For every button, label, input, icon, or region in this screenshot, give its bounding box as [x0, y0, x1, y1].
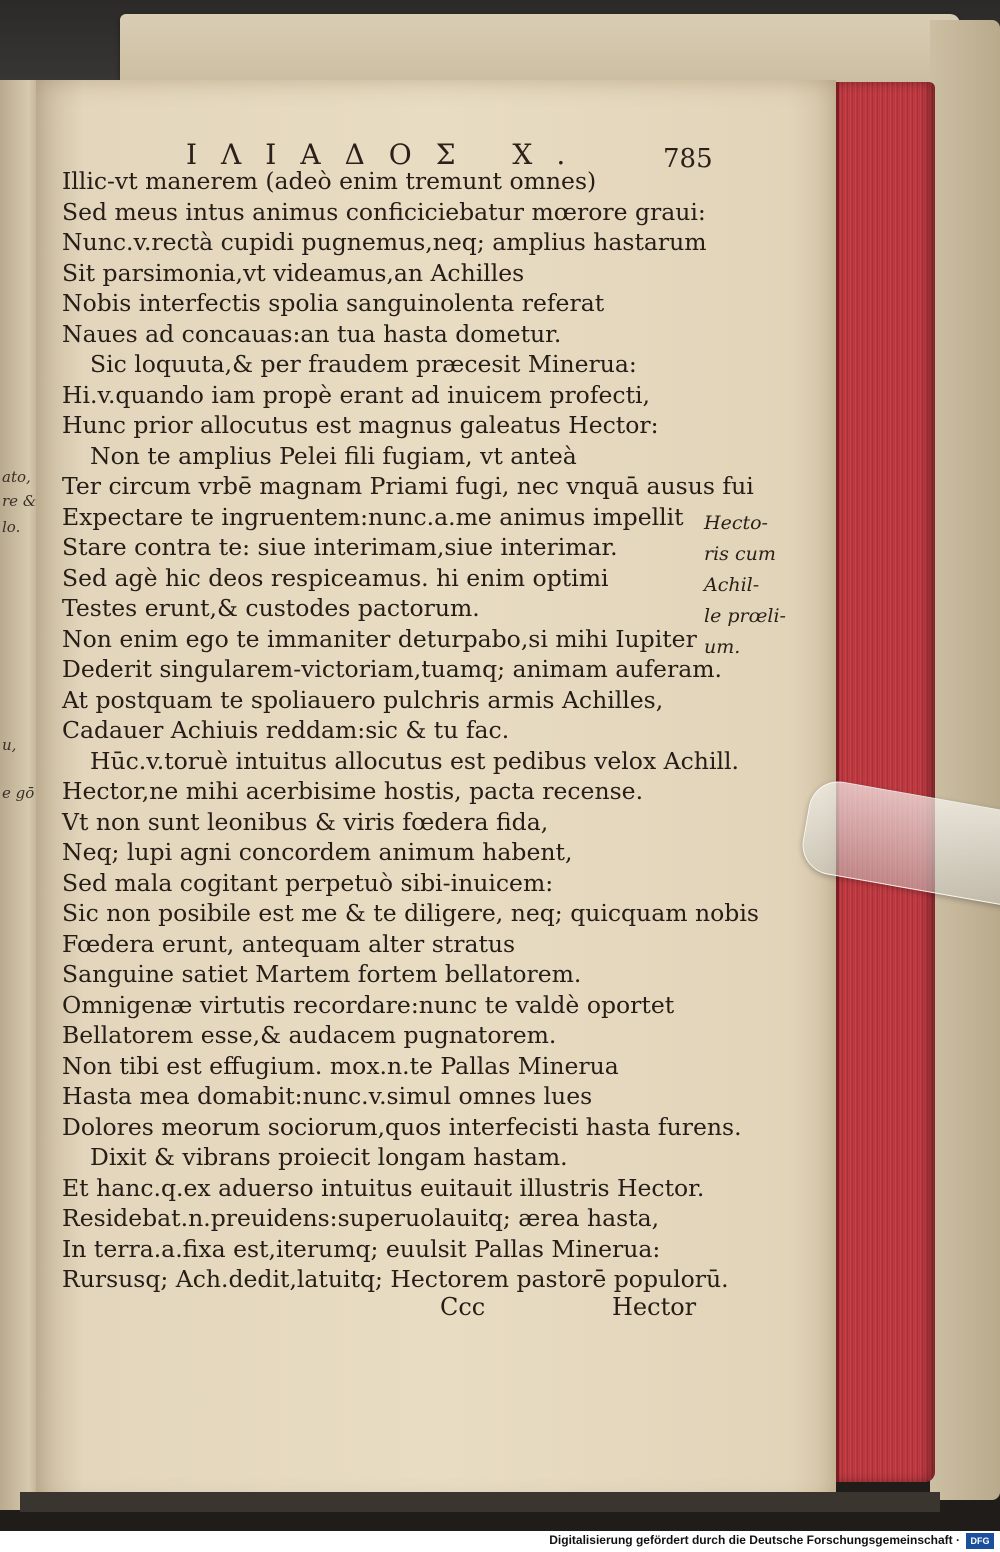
text-line: Stare contra te: siue interimam,siue interimar. — [62, 533, 618, 561]
text-line: Hasta mea domabit:nunc.v.simul omnes lues — [62, 1082, 593, 1110]
dfg-logo-icon: DFG — [966, 1533, 994, 1549]
text-line: Residebat.n.preuidens:superuolauitq; ærea hasta, — [62, 1204, 660, 1232]
marginal-note-line: Hecto- — [704, 512, 768, 534]
text-line: Sed agè hic deos respiceamus. hi enim optimi — [62, 563, 609, 592]
marginal-note-line: um. — [704, 636, 741, 658]
page-number: 785 — [663, 144, 713, 174]
marginal-note — [704, 508, 786, 663]
text-line: Sed meus intus animus conficiciebatur mœrore graui: — [62, 197, 706, 226]
left-page-fragment: lo. — [2, 518, 21, 536]
text-line: Non enim ego te immaniter deturpabo,si mihi Iupiter — [62, 624, 697, 653]
signature-mark: Ccc — [440, 1293, 486, 1321]
text-line: Sic loquuta,& per fraudem præcesit Minerua: — [90, 350, 637, 378]
text-line: Neq; lupi agni concordem animum habent, — [62, 838, 573, 866]
text-line: Fœdera erunt, antequam alter stratus — [62, 929, 516, 958]
marginal-note-line: Achil- — [704, 574, 760, 596]
left-page-fragment: e gō — [2, 784, 35, 802]
book-cover-right — [930, 20, 1000, 1500]
running-head: ΙΛΙΑΔΟΣ Χ. — [186, 138, 590, 171]
text-line: At postquam te spoliauero pulchris armis Achilles, — [62, 685, 664, 714]
text-line: Expectare te ingruentem:nunc.a.me animus impellit — [62, 502, 684, 531]
text-line: Nunc.v.rectà cupidi pugnemus,neq; amplius hastarum — [62, 228, 707, 256]
text-line: In terra.a.fixa est,iterumq; euulsit Pallas Minerua: — [62, 1234, 661, 1263]
text-line: Hūc.v.toruè intuitus allocutus est pedibus velox Achill. — [90, 746, 739, 775]
text-line: Et hanc.q.ex aduerso intuitus euitauit illustris Hector. — [62, 1173, 705, 1202]
text-line: Dolores meorum sociorum,quos interfecisti hasta furens. — [62, 1112, 742, 1141]
text-line: Sanguine satiet Martem fortem bellatorem. — [62, 960, 582, 988]
marginal-note-line: ris cum — [704, 543, 776, 565]
left-page-fragment: ato, — [2, 468, 31, 486]
left-page-fragment: u, — [2, 736, 17, 754]
text-line: Nobis interfectis spolia sanguinolenta referat — [62, 289, 605, 317]
text-line: Omnigenæ virtutis recordare:nunc te valdè oportet — [62, 990, 675, 1019]
text-line: Bellatorem esse,& audacem pugnatorem. — [62, 1021, 557, 1049]
book-bottom-edge — [20, 1492, 940, 1512]
text-line: Non tibi est effugium. mox.n.te Pallas Minerua — [62, 1051, 619, 1080]
text-line: Hi.v.quando iam propè erant ad inuicem profecti, — [62, 380, 651, 409]
text-line: Hector,ne mihi acerbisime hostis, pacta recense. — [62, 777, 644, 805]
red-page-edge — [836, 82, 935, 1482]
left-page-fragment: re & — [2, 492, 37, 510]
funding-credit: Digitalisierung gefördert durch die Deutsche Forschungsgemeinschaft · — [549, 1533, 960, 1547]
text-line: Dederit singularem-victoriam,tuamq; animam auferam. — [62, 655, 722, 683]
text-line: Dixit & vibrans proiecit longam hastam. — [90, 1143, 568, 1171]
text-line: Hunc prior allocutus est magnus galeatus Hector: — [62, 411, 659, 439]
text-line: Illic-vt manerem (adeò enim tremunt omnes) — [62, 167, 597, 195]
text-line: Naues ad concauas:an tua hasta dometur. — [62, 319, 562, 348]
text-line: Vt non sunt leonibus & viris fœdera fida, — [62, 807, 549, 836]
footer-bar — [0, 1531, 1000, 1552]
text-line: Sic non posibile est me & te diligere, neq; quicquam nobis — [62, 899, 759, 927]
text-line: Cadauer Achiuis reddam:sic & tu fac. — [62, 716, 510, 744]
text-line: Sed mala cogitant perpetuò sibi-inuicem: — [62, 868, 554, 897]
catchword: Hector — [612, 1293, 697, 1321]
text-line: Non te amplius Pelei fili fugiam, vt anteà — [90, 441, 577, 470]
text-line: Sit parsimonia,vt videamus,an Achilles — [62, 258, 525, 287]
text-line: Rursusq; Ach.dedit,latuitq; Hectorem pastorē populorū. — [62, 1265, 729, 1293]
text-line: Ter circum vrbē magnam Priami fugi, nec vnquā ausus fui — [62, 472, 754, 500]
marginal-note-line: le prœli- — [704, 605, 786, 627]
text-line: Testes erunt,& custodes pactorum. — [62, 594, 480, 622]
top-page-board — [120, 14, 960, 86]
